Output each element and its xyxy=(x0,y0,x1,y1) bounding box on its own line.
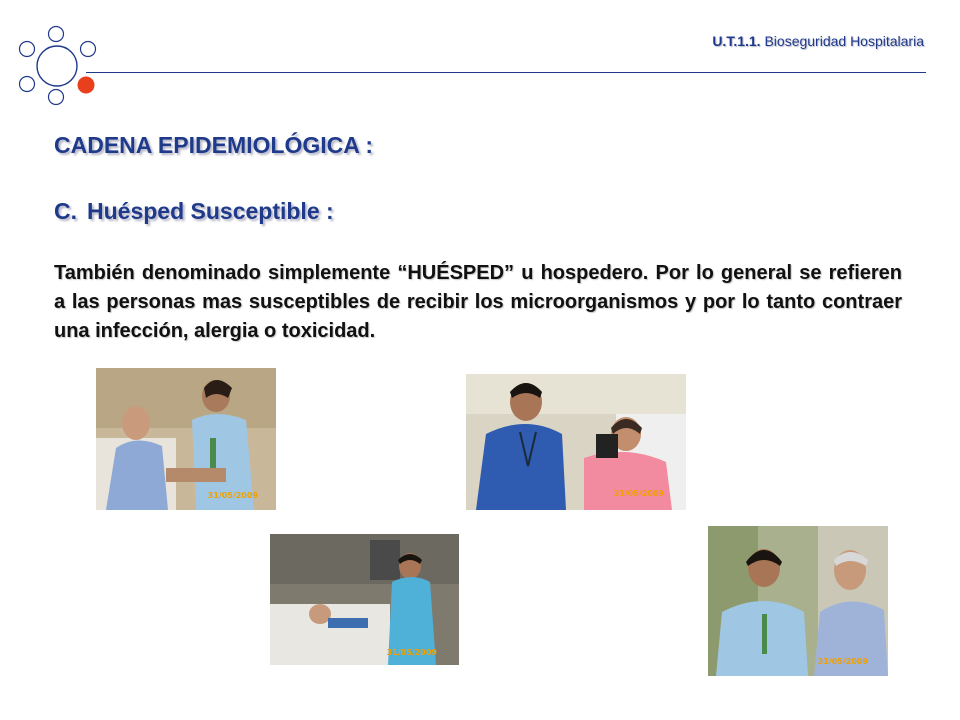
doctor-with-elderly-woman-photo xyxy=(466,374,686,510)
nurse-with-elderly-man-photo xyxy=(96,368,276,510)
header-divider xyxy=(86,72,926,73)
course-name: Bioseguridad Hospitalaria xyxy=(764,33,924,49)
subtitle-letter: C. xyxy=(54,198,77,224)
unit-code: U.T.1.1. xyxy=(712,33,761,49)
subtitle-text: Huésped Susceptible : xyxy=(87,198,334,224)
nurse-and-elderly-man-portrait-photo xyxy=(708,526,888,676)
photo-date-stamp: 31/05/2009 xyxy=(386,648,437,657)
circles-logo-icon xyxy=(14,22,104,112)
photo-date-stamp: 31/05/2009 xyxy=(613,489,664,498)
slide-title: CADENA EPIDEMIOLÓGICA : xyxy=(54,132,374,158)
header-course-label xyxy=(712,33,924,49)
nurse-with-bedridden-patient-photo xyxy=(270,534,459,665)
slide-body-text: También denominado simplemente “HUÉSPED” u hospedero. Por lo general se refieren a las personas mas susceptibles de recibir los microorganismos y por lo tanto contraer una infección, alergia o toxicidad. xyxy=(54,262,902,342)
slide-subtitle xyxy=(54,198,334,225)
photo-date-stamp: 31/05/2009 xyxy=(207,491,258,500)
photo-date-stamp: 31/05/2009 xyxy=(817,657,868,666)
